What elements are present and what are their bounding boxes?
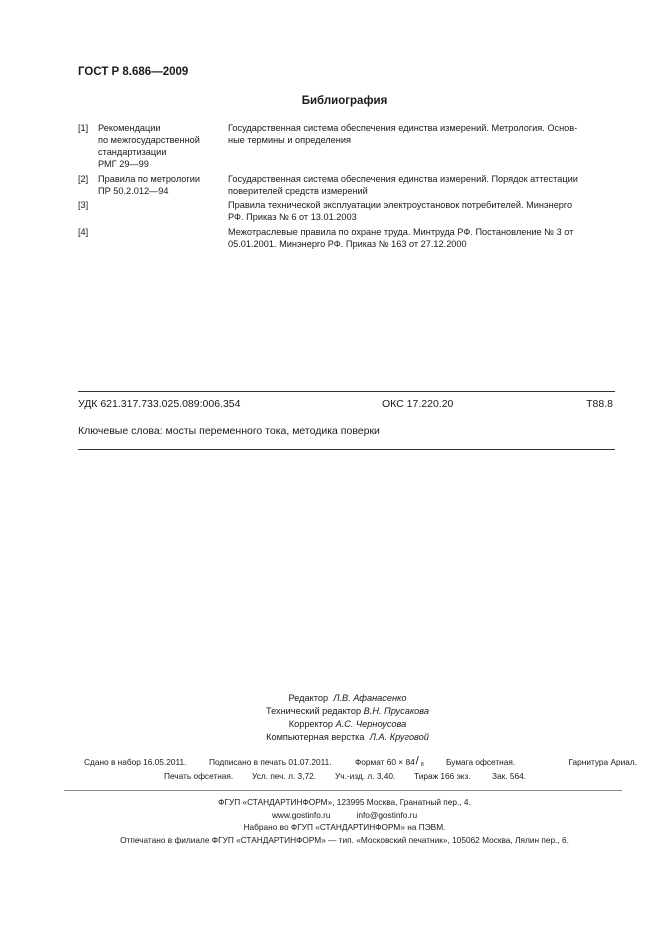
set-date: Сдано в набор 16.05.2011.	[84, 757, 187, 767]
udc-code: УДК 621.317.733.025.089:006.354	[78, 398, 241, 410]
top-divider	[78, 391, 615, 392]
publisher-contacts	[0, 809, 661, 822]
entry-source: Правила по метрологии ПР 50.2.012—94	[98, 174, 201, 196]
document-header: ГОСТ Р 8.686—2009	[78, 66, 189, 78]
typeface: Гарнитура Ариал.	[568, 757, 637, 767]
printing-note: Отпечатано в филиале ФГУП «СТАНДАРТИНФОРМ» — тип. «Московский печатник», 105062 Москва, Лялин пер., 6.	[120, 834, 569, 845]
entry-description: Государственная система обеспечения единства измерений. Порядок аттестации поверителей средств измерений	[228, 174, 578, 196]
print-type: Печать офсетная.	[164, 771, 234, 781]
paper: Бумага офсетная.	[446, 757, 516, 767]
fraction-mark: / 8	[415, 755, 424, 768]
publisher-sheets: Уч.-изд. л. 3,40.	[335, 771, 396, 781]
bottom-divider	[78, 449, 615, 450]
entry-description: Государственная система обеспечения единства измерений. Метрология. Основ- ные термины и определения	[228, 123, 578, 145]
bibliography-entry	[78, 226, 616, 250]
entry-description: Межотраслевые правила по охране труда. Минтруда РФ. Постановление № 3 от 05.01.2001. Минэнерго РФ. Приказ № 163 от 27.12.2000	[228, 227, 574, 249]
publisher-block	[0, 796, 661, 846]
entry-number: [2]	[78, 174, 89, 184]
keywords: Ключевые слова: мосты переменного тока, методика поверки	[78, 425, 380, 437]
order-number: Зак. 564.	[492, 771, 527, 781]
credit-layout: Компьютерная верстка Л.А. Круговой	[266, 732, 429, 742]
circulation: Тираж 166 экз.	[414, 771, 471, 781]
credits-block	[0, 692, 661, 744]
bibliography-entry	[78, 122, 616, 170]
signed-date: Подписано в печать 01.07.2011.	[209, 757, 332, 767]
format: Формат 60 × 84 / 8	[355, 755, 424, 768]
entry-description: Правила технической эксплуатации электроустановок потребителей. Минэнерго РФ. Приказ № 6 от 13.01.2003	[228, 200, 573, 222]
publisher-website[interactable]: www.gostinfo.ru	[271, 809, 331, 820]
publisher-address: ФГУП «СТАНДАРТИНФОРМ», 123995 Москва, Гранатный пер., 4.	[218, 797, 471, 807]
credit-technical-editor: Технический редактор В.Н. Прусакова	[266, 706, 429, 716]
bibliography-title: Библиография	[301, 95, 388, 107]
oks-code: ОКС 17.220.20	[382, 398, 454, 410]
publisher-divider	[64, 790, 622, 791]
bibliography-entry	[78, 173, 616, 197]
entry-source	[98, 199, 228, 223]
typesetting-note: Набрано во ФГУП «СТАНДАРТИНФОРМ» на ПЭВМ.	[243, 822, 446, 832]
printed-sheets: Усл. печ. л. 3,72.	[252, 771, 316, 781]
credit-proofreader: Корректор А.С. Черноусова	[288, 719, 407, 729]
classification-code: Т88.8	[586, 398, 613, 410]
entry-number: [4]	[78, 227, 89, 237]
entry-source	[98, 226, 228, 250]
entry-number: [3]	[78, 200, 89, 210]
publisher-email[interactable]: info@gostinfo.ru	[356, 809, 418, 820]
bibliography-entry	[78, 199, 616, 223]
entry-number: [1]	[78, 123, 89, 133]
entry-source: Рекомендации по межгосударственной стандартизации РМГ 29—99	[98, 123, 200, 169]
bibliography-list	[78, 122, 616, 253]
credit-editor: Редактор Л.В. Афанасенко	[288, 693, 407, 703]
